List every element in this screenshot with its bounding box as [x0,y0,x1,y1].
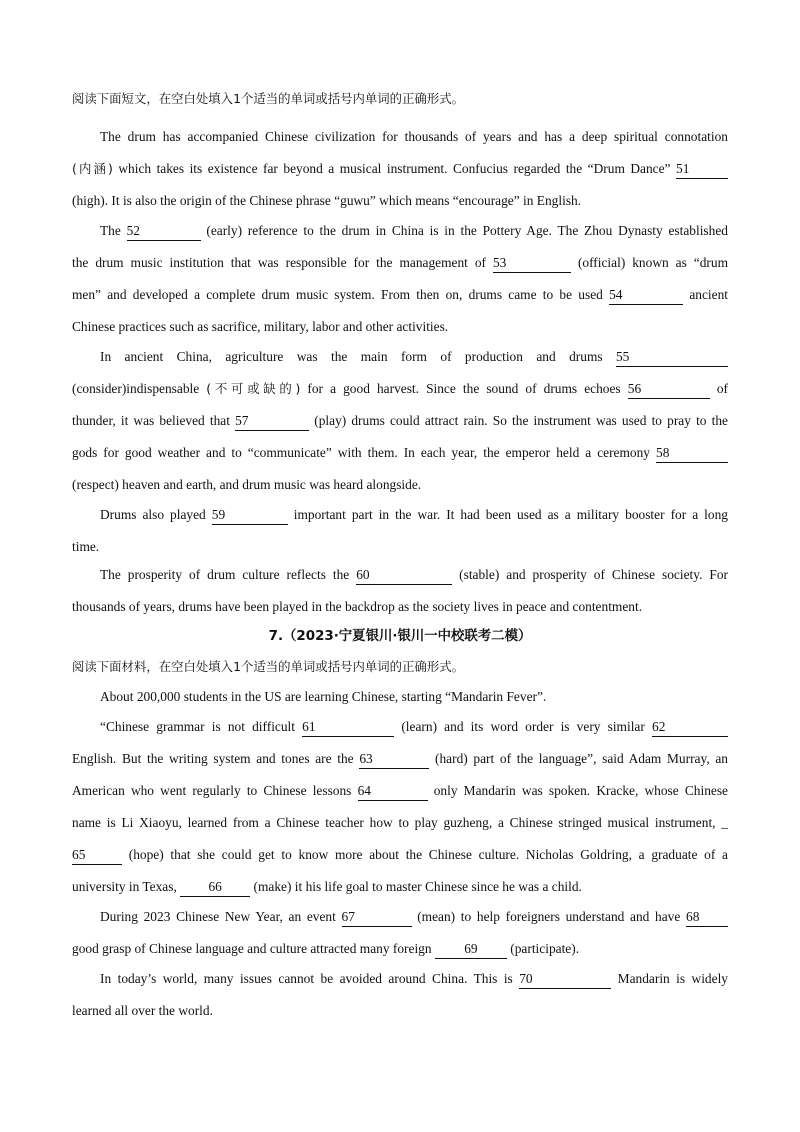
p2-line3: men” and developed a complete drum music system. From then on, drums came to be used 54 ancient [72,284,728,306]
blank-57[interactable]: 57 [235,412,309,431]
s2-p2-line5: 65 (hope) that she could get to know more about the Chinese culture. Nicholas Goldring, a graduate of a [72,844,728,866]
blank-51[interactable]: 51 [676,160,728,179]
p3-line2: (consider)indispensable (不可或缺的) for a good harvest. Since the sound of drums echoes 56 of [72,378,728,400]
p2-line1: The 52 (early) reference to the drum in China is in the Pottery Age. The Zhou Dynasty established [100,220,728,242]
s2-p1-line1: About 200,000 students in the US are learning Chinese, starting “Mandarin Fever”. [100,689,547,704]
blank-53[interactable]: 53 [493,254,571,273]
p3-line5: (respect) heaven and earth, and drum music was heard alongside. [72,477,422,492]
s2-p4-line2: learned all over the world. [72,1003,213,1018]
p1-line3: (high). It is also the origin of the Chinese phrase “guwu” which means “encourage” in English. [72,193,582,208]
blank-60[interactable]: 60 [356,566,452,585]
s2-p2-line6: university in Texas, 66 (make) it his life goal to master Chinese since he was a child. [72,876,582,898]
s2-p3-line2: good grasp of Chinese language and culture attracted many foreign 69 (participate). [72,938,579,960]
p4-line1: Drums also played 59 important part in the war. It had been used as a military booster for a long [100,504,728,526]
s2-p3-line1: During 2023 Chinese New Year, an event 67 (mean) to help foreigners understand and have 68 [100,906,728,928]
blank-58[interactable]: 58 [656,444,728,463]
instruction-1: 阅读下面短文，在空白处填入1个适当的单词或括号内单词的正确形式。 [72,91,464,106]
p5-line1: The prosperity of drum culture reflects the 60 (stable) and prosperity of Chinese society. For [100,564,728,586]
s2-p2-line3: American who went regularly to Chinese lessons 64 only Mandarin was spoken. Kracke, whose Chinese [72,780,728,802]
blank-63[interactable]: 63 [359,750,429,769]
instruction-2: 阅读下面材料，在空白处填入1个适当的单词或括号内单词的正确形式。 [72,659,464,674]
blank-68[interactable]: 68 [686,908,728,927]
p4-line2: time. [72,539,100,554]
p1-line1: The drum has accompanied Chinese civilization for thousands of years and has a deep spiritual connotation [100,129,728,144]
blank-55[interactable]: 55 [616,348,728,367]
blank-69[interactable]: 69 [435,940,507,959]
p2-line4: Chinese practices such as sacrifice, military, labor and other activities. [72,319,449,334]
p3-line3: thunder, it was believed that 57 (play) drums could attract rain. So the instrument was used to pray to the [72,410,728,432]
p5-line2: thousands of years, drums have been played in the backdrop as the society lives in peace and contentment. [72,599,643,614]
gloss-indispensable: (不可或缺的) [206,381,301,396]
blank-66[interactable]: 66 [180,878,250,897]
blank-59[interactable]: 59 [212,506,288,525]
blank-56[interactable]: 56 [628,380,710,399]
s2-p2-line1: “Chinese grammar is not difficult 61 (learn) and its word order is very similar 62 [100,716,728,738]
p2-line2: the drum music institution that was responsible for the management of 53 (official) known as “drum [72,252,728,274]
question-7-heading: 7.（2023·宁夏银川·银川一中校联考二模） [268,629,532,644]
blank-62[interactable]: 62 [652,718,728,737]
blank-64[interactable]: 64 [358,782,428,801]
blank-52[interactable]: 52 [127,222,201,241]
p3-line4: gods for good weather and to “communicate” with them. In each year, the emperor held a ceremony 58 [72,442,728,464]
s2-p4-line1: In today’s world, many issues cannot be avoided around China. This is 70 Mandarin is widely [100,968,728,990]
s2-p2-line4: name is Li Xiaoyu, learned from a Chinese teacher how to play guzheng, a Chinese stringed musical instrument, _ [72,815,728,830]
blank-61[interactable]: 61 [302,718,394,737]
gloss-neihan: (内涵) [72,161,113,176]
p3-line1: In ancient China, agriculture was the main form of production and drums 55 [100,346,728,368]
blank-54[interactable]: 54 [609,286,683,305]
s2-p2-line2: English. But the writing system and tones are the 63 (hard) part of the language”, said Adam Murray, an [72,748,728,770]
p1-line2: (内涵) which takes its existence far beyond a musical instrument. Confucius regarded the “Drum Dance” 51 [72,158,728,180]
blank-70[interactable]: 70 [519,970,611,989]
blank-65[interactable]: 65 [72,846,122,865]
blank-67[interactable]: 67 [342,908,412,927]
